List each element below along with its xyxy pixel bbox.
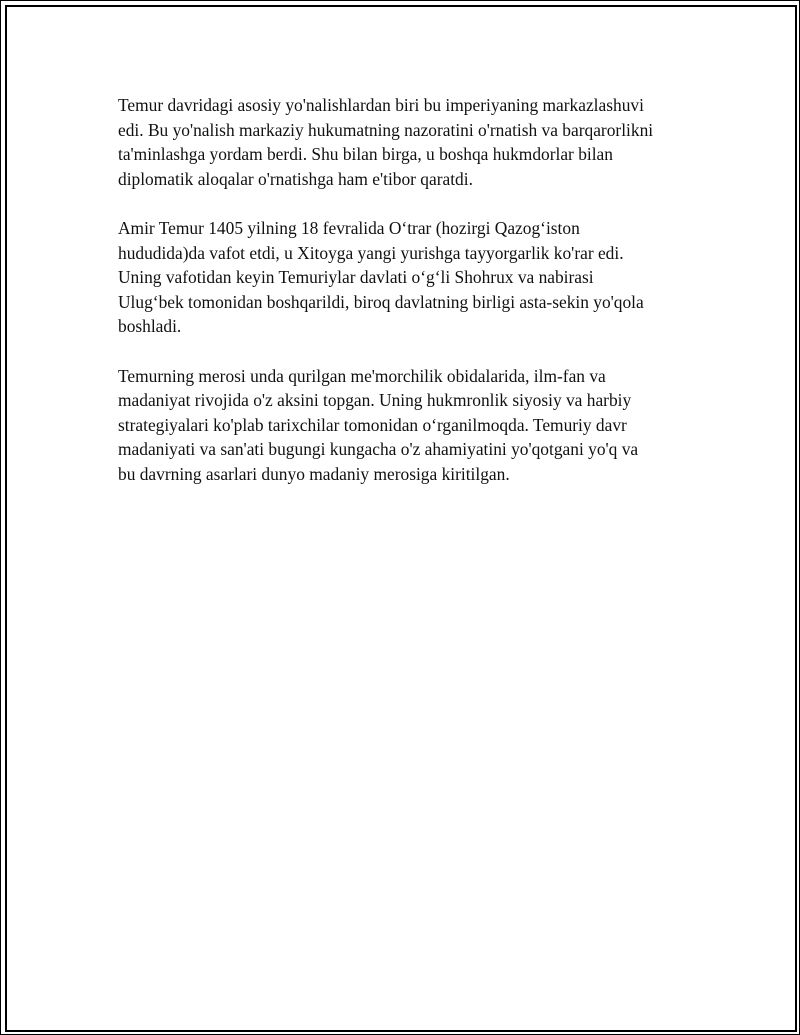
text-line: bu davrning asarlari dunyo madaniy merosiga kiritilgan. (118, 463, 510, 484)
document-body (118, 93, 708, 511)
text-line: ta'minlashga yordam berdi. Shu bilan birga, u boshqa hukmdorlar bilan (118, 144, 613, 165)
text-line: diplomatik aloqalar o'rnatishga ham e'tibor qaratdi. (118, 168, 473, 189)
text-line: Temurning merosi unda qurilgan me'morchilik obidalarida, ilm-fan va (118, 365, 606, 386)
text-line: hududida)da vafot etdi, u Xitoyga yangi yurishga tayyorgarlik ko'rar edi. (118, 242, 624, 263)
text-line: Uning vafotidan keyin Temuriylar davlati o‘g‘li Shohrux va nabirasi (118, 267, 594, 288)
text-line: madaniyati va san'ati bugungi kungacha o'z ahamiyatini yo'qotgani yo'q va (118, 439, 639, 460)
text-line: madaniyat rivojida o'z aksini topgan. Uning hukmronlik siyosiy va harbiy (118, 390, 632, 411)
paragraph-2 (118, 216, 708, 339)
paragraph-1 (118, 93, 708, 191)
text-line: Temur davridagi asosiy yo'nalishlardan biri bu imperiyaning markazlashuvi (118, 95, 644, 115)
paragraph-3 (118, 364, 708, 487)
text-line: Amir Temur 1405 yilning 18 fevralida O‘trar (hozirgi Qazog‘iston (118, 217, 580, 238)
text-line: Ulug‘bek tomonidan boshqarildi, biroq davlatning birligi asta-sekin yo'qola (118, 291, 644, 312)
text-line: boshladi. (118, 316, 182, 337)
text-line: edi. Bu yo'nalish markaziy hukumatning nazoratini o'rnatish va barqarorlikni (118, 119, 654, 140)
text-line: strategiyalari ko'plab tarixchilar tomonidan o‘rganilmoqda. Temuriy davr (118, 414, 627, 435)
